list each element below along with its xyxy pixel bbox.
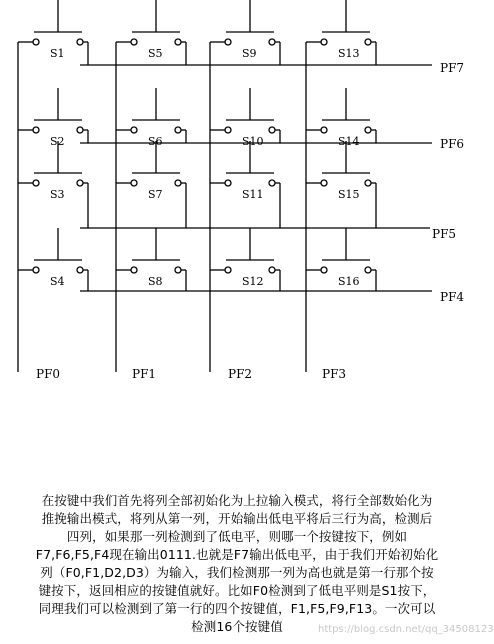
caption-line: 在按键中我们首先将列全部初始化为上拉输入模式，将行全部数始化为 bbox=[41, 493, 433, 508]
switch-label: S5 bbox=[148, 47, 163, 60]
switch-label: S16 bbox=[338, 275, 360, 288]
explanation-text bbox=[0, 492, 474, 636]
switch-label: S2 bbox=[50, 135, 65, 148]
switch-label: S7 bbox=[148, 188, 163, 201]
watermark: https://blog.csdn.net/qq_34508123 bbox=[318, 624, 494, 635]
caption-line: F7,F6,F5,F4现在输出0111.也就是F7输出低电平，由于我们开始初始化 bbox=[35, 547, 439, 562]
switch-label: S11 bbox=[242, 188, 264, 201]
column-label-pf1: PF1 bbox=[132, 367, 157, 381]
push-switch-s15 bbox=[306, 141, 376, 228]
switch-label: S10 bbox=[242, 135, 264, 148]
push-switch-s3 bbox=[18, 141, 88, 228]
caption-line: 键按下，返回相应的按键值就好。比如F0检测到了低电平则是S1按下， bbox=[38, 583, 436, 598]
switch-label: S8 bbox=[148, 275, 163, 288]
caption-line: 推挽输出模式，将列从第一列，开始输出低电平将后三行为高，检测后 bbox=[41, 511, 433, 526]
push-switch-s11 bbox=[210, 141, 280, 228]
switch-label: S14 bbox=[338, 135, 360, 148]
switch-group bbox=[18, 0, 376, 291]
column-label-pf2: PF2 bbox=[228, 367, 253, 381]
switch-label: S13 bbox=[338, 47, 360, 60]
caption-line: 四列，如果那一列检测到了低电平，则哪一个按键按下，例如 bbox=[66, 529, 408, 544]
switch-label: S3 bbox=[50, 188, 65, 201]
switch-label: S1 bbox=[50, 47, 65, 60]
column-label-pf3: PF3 bbox=[322, 367, 347, 381]
caption-line: 同理我们可以检测到了第一行的四个按键值，F1,F5,F9,F13。一次可以 bbox=[38, 601, 436, 616]
switch-label: S12 bbox=[242, 275, 264, 288]
row-label-pf6: PF6 bbox=[440, 137, 465, 151]
matrix-wires bbox=[18, 42, 432, 372]
row-label-pf4: PF4 bbox=[440, 290, 465, 304]
row-label-pf7: PF7 bbox=[440, 61, 465, 75]
caption-line: 检测16个按键值 bbox=[191, 619, 283, 634]
switch-label: S4 bbox=[50, 275, 65, 288]
column-label-pf0: PF0 bbox=[36, 367, 61, 381]
switch-label: S15 bbox=[338, 188, 360, 201]
push-switch-s7 bbox=[116, 141, 186, 228]
switch-label: S9 bbox=[242, 47, 257, 60]
caption-line: 列（F0,F1,D2,D3）为输入，我们检测那一列为高也就是第一行那个按 bbox=[40, 565, 434, 580]
row-label-pf5: PF5 bbox=[432, 227, 457, 241]
switch-label: S6 bbox=[148, 135, 163, 148]
